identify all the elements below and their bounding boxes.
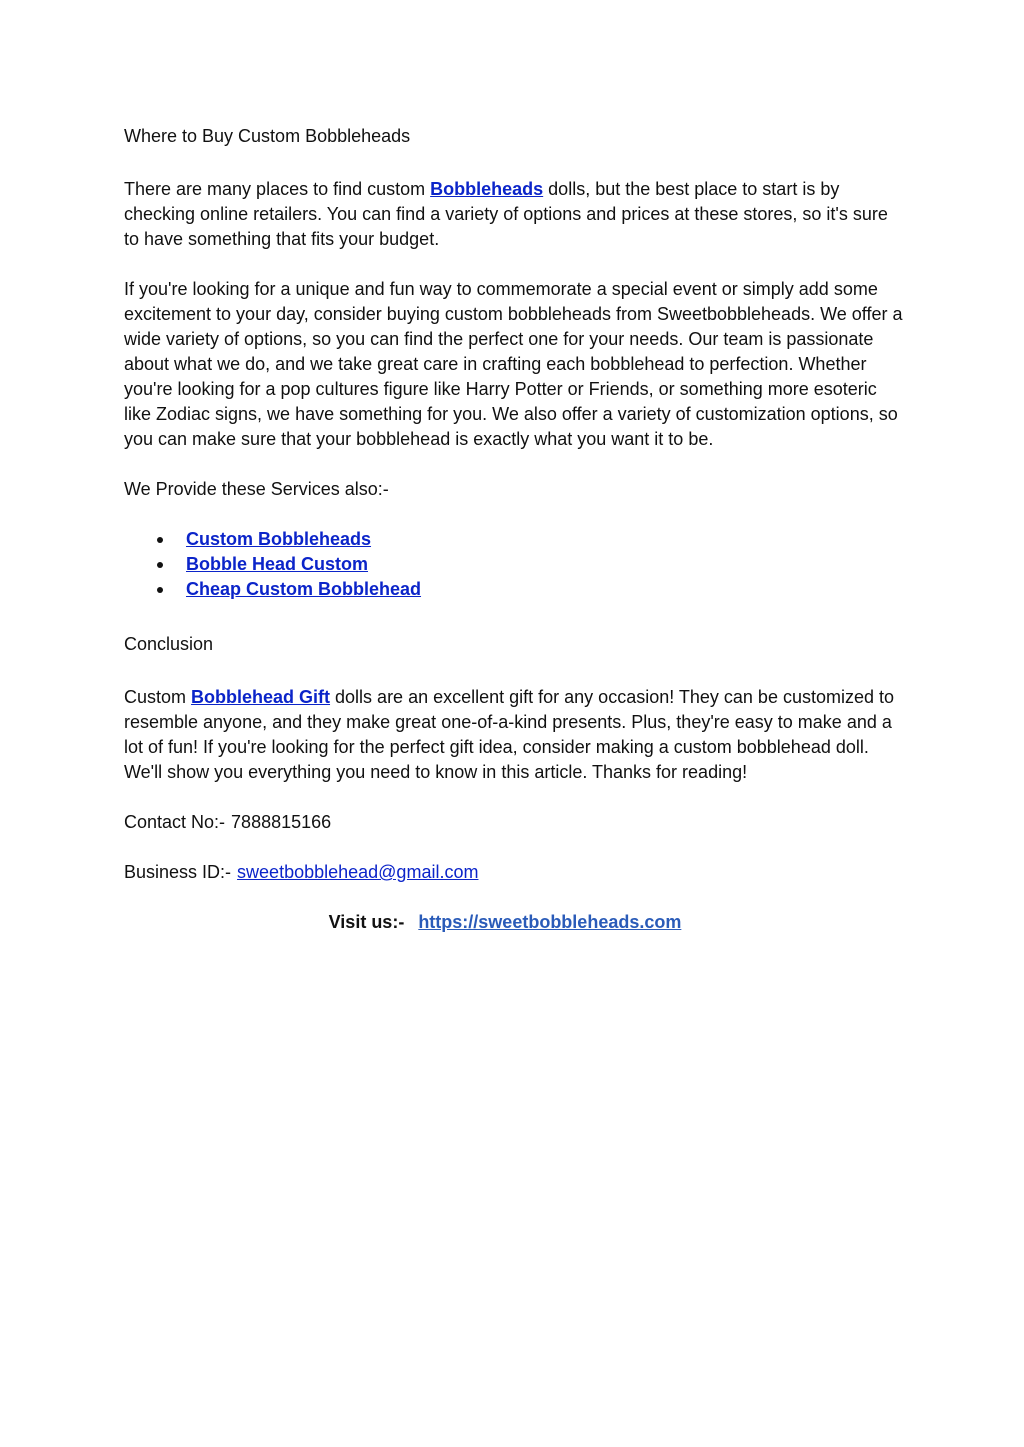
intro-text-after: dolls, but the best place to start is by checking online retailers. You can find a variety of options and prices at these stores, so it's sure to have something that fits your budget.: [124, 179, 888, 249]
bullet-icon: [157, 537, 163, 543]
list-item: [124, 527, 904, 552]
conclusion-text-after: dolls are an excellent gift for any occasion! They can be customized to resemble anyone, and they make great one-of-a-kind presents. Plus, they're easy to make and a lot of fun! If you're looking for the perfect gift idea, consider making a custom bobblehead doll. We'll show you everything you need to know in this article. Thanks for reading!: [124, 687, 895, 782]
contact-label: Contact No:-: [124, 812, 226, 832]
bobblehead-gift-link[interactable]: Bobblehead Gift: [191, 687, 331, 707]
conclusion-title: Conclusion: [124, 634, 214, 654]
website-link[interactable]: https://sweetbobbleheads.com: [418, 912, 682, 932]
bobbleheads-link[interactable]: Bobbleheads: [430, 179, 544, 199]
business-label: Business ID:-: [124, 862, 232, 882]
body-paragraph: If you're looking for a unique and fun way to commemorate a special event or simply add some excitement to your day, consider buying custom bobbleheads from Sweetbobbleheads. We offer a wide variety of options, so you can find the perfect one for your needs. Our team is passionate about what we do, and we take great care in crafting each bobblehead to perfection. Whether you're looking for a pop cultures figure like Harry Potter or Friends, or something more esoteric like Zodiac signs, we have something for you. We also offer a variety of customization options, so you can make sure that your bobblehead is exactly what you want it to be.: [124, 279, 903, 449]
business-line: [124, 860, 904, 885]
bullet-icon: [157, 587, 163, 593]
services-list: [124, 527, 904, 602]
service-link-cheap-custom-bobblehead[interactable]: Cheap Custom Bobblehead: [186, 579, 422, 599]
conclusion-paragraph: [124, 685, 904, 785]
contact-number: 7888815166: [231, 812, 332, 832]
intro-text-before: There are many places to find custom: [124, 179, 431, 199]
intro-paragraph: [124, 177, 904, 252]
contact-line: [124, 810, 904, 835]
page-heading: Where to Buy Custom Bobbleheads: [124, 126, 411, 146]
services-title: We Provide these Services also:-: [124, 479, 389, 499]
list-item: [124, 577, 904, 602]
conclusion-text-before: Custom: [124, 687, 192, 707]
email-link[interactable]: sweetbobblehead@gmail.com: [237, 862, 479, 882]
list-item: [124, 552, 904, 577]
service-link-bobble-head-custom[interactable]: Bobble Head Custom: [186, 554, 369, 574]
service-link-custom-bobbleheads[interactable]: Custom Bobbleheads: [186, 529, 372, 549]
visit-label: Visit us:-: [328, 912, 405, 932]
bullet-icon: [157, 562, 163, 568]
visit-line: [124, 910, 904, 935]
